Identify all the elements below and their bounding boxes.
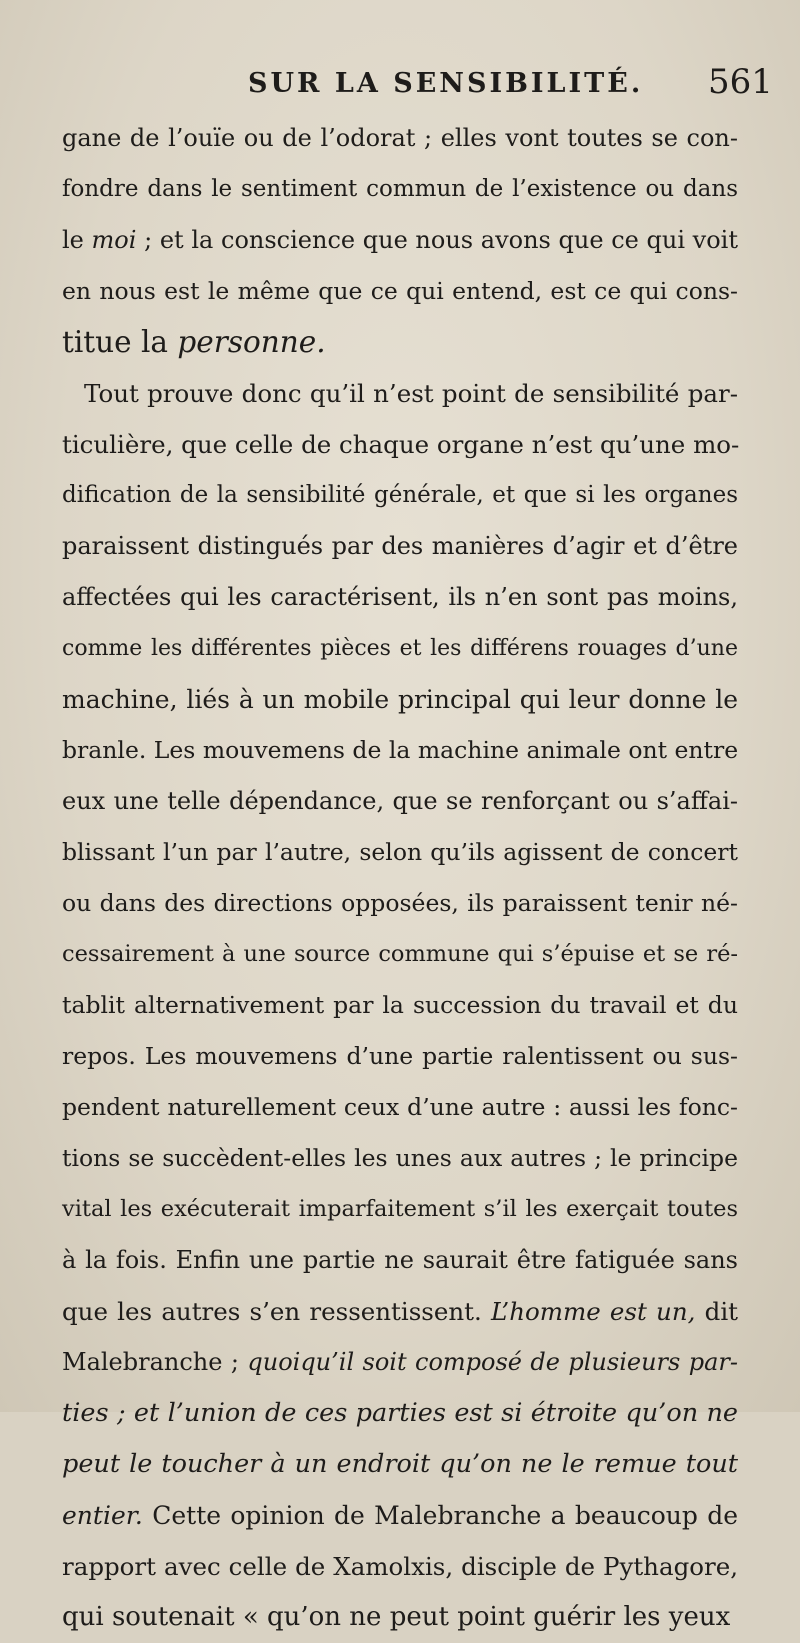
text-line: eux une telle dépendance, que se renforçant ou s’affai- xyxy=(62,787,738,815)
text-line: entier. Cette opinion de Malebranche a beaucoup de xyxy=(62,1501,738,1530)
text-line: rapport avec celle de Xamolxis, disciple de Pythagore, xyxy=(62,1552,738,1581)
text-line: que les autres s’en ressentissent. L’homme est un, dit xyxy=(62,1297,738,1326)
text-line: branle. Les mouvemens de la machine animale ont entre xyxy=(62,736,739,764)
text-line: repos. Les mouvemens d’une partie ralentissent ou sus- xyxy=(62,1042,738,1070)
text-line: tablit alternativement par la succession du travail et du xyxy=(62,991,738,1019)
text-line: paraissent distingués par des manières d’agir et d’être xyxy=(62,532,738,560)
text-line: tions se succèdent-elles les unes aux autres ; le principe xyxy=(62,1144,738,1172)
text-line: ties ; et l’union de ces parties est si étroite qu’on ne xyxy=(62,1398,738,1428)
text-line: vital les exécuterait imparfaitement s’il les exerçait toutes xyxy=(62,1196,738,1222)
text-line: ticulière, que celle de chaque organe n’est qu’une mo- xyxy=(62,430,740,459)
text-line: fondre dans le sentiment commun de l’existence ou dans xyxy=(62,176,738,202)
text-line: peut le toucher à un endroit qu’on ne le remue tout xyxy=(62,1449,738,1479)
text-line: ou dans des directions opposées, ils paraissent tenir né- xyxy=(62,889,738,917)
text-line: blissant l’un par l’autre, selon qu’ils agissent de concert xyxy=(62,838,738,866)
body-text xyxy=(62,113,738,1643)
text-line: dification de la sensibilité générale, et que si les organes xyxy=(62,482,738,508)
running-head: SUR LA SENSIBILITÉ. xyxy=(248,68,644,99)
text-line: comme les différentes pièces et les différens rouages d’une xyxy=(62,636,738,661)
text-line: Malebranche ; quoiqu’il soit composé de plusieurs par- xyxy=(62,1348,738,1376)
text-line: affectées qui les caractérisent, ils n’en sont pas moins, xyxy=(62,583,738,611)
text-line: Tout prouve donc qu’il n’est point de sensibilité par- xyxy=(84,379,738,408)
text-line: cessairement à une source commune qui s’épuise et se ré- xyxy=(62,941,738,967)
page-number: 561 xyxy=(708,62,773,102)
text-line: gane de l’ouïe ou de l’odorat ; elles vont toutes se con- xyxy=(62,124,738,152)
text-line: le moi ; et la conscience que nous avons que ce qui voit xyxy=(62,226,738,254)
page-header xyxy=(0,62,800,108)
text-line: en nous est le même que ce qui entend, est ce qui cons- xyxy=(62,277,738,305)
text-line: titue la personne. xyxy=(62,325,326,359)
text-line: qui soutenait « qu’on ne peut point guérir les yeux xyxy=(62,1602,731,1632)
text-line: pendent naturellement ceux d’une autre : aussi les fonc- xyxy=(62,1093,738,1121)
text-line: à la fois. Enfin une partie ne saurait être fatiguée sans xyxy=(62,1246,738,1274)
text-line: machine, liés à un mobile principal qui leur donne le xyxy=(62,685,738,714)
